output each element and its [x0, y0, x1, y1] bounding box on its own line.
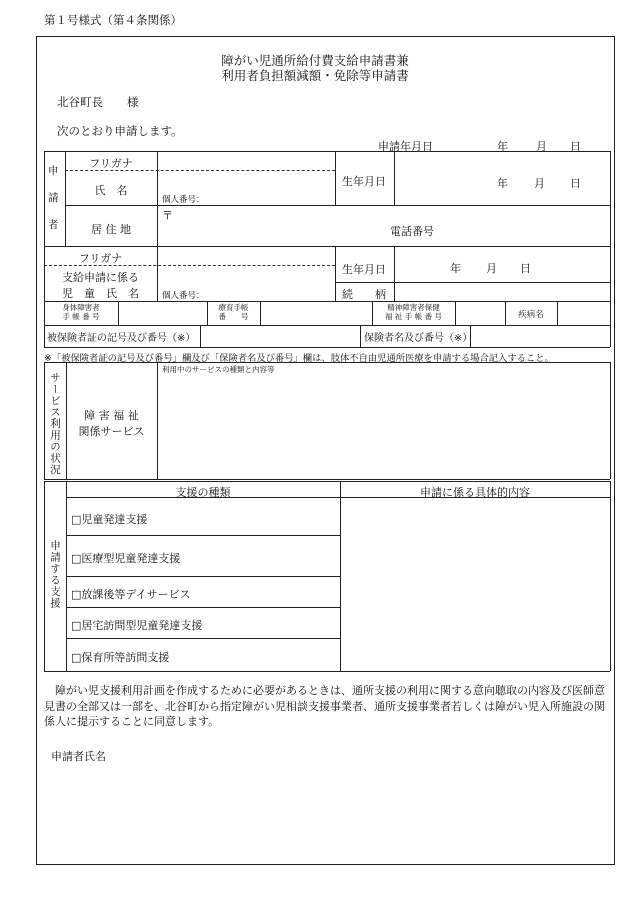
applicant-birth-day[interactable]: 日 [570, 177, 581, 190]
applicant-label-char3: 者 [48, 219, 60, 231]
child-birth-month[interactable]: 月 [486, 262, 497, 275]
addressee [57, 94, 139, 110]
support-option-medical-child-development[interactable]: □医療型児童発達支援 [71, 552, 181, 565]
ryoiku-handbook-label-line2: 番 号 [218, 312, 249, 321]
applicant-name-label: 氏 名 [94, 184, 128, 197]
addressee-name: 北谷町長 [57, 95, 103, 109]
form-number: 第１号様式（第４条関係） [44, 13, 182, 27]
application-date-year[interactable]: 年 [497, 140, 508, 153]
application-date-day[interactable]: 日 [570, 140, 581, 153]
child-name-label-line2: 児 童 氏 名 [62, 287, 139, 300]
support-option-child-development[interactable]: □児童発達支援 [71, 513, 148, 526]
applicant-phone-label[interactable]: 電話番号 [390, 225, 434, 238]
mental-handbook-label-line2: 福 祉 手 帳 番 号 [385, 312, 442, 321]
child-birth-year[interactable]: 年 [450, 262, 461, 275]
applicant-furigana-label: フリガナ [89, 157, 133, 170]
child-personal-number-label[interactable]: 個人番号： [162, 291, 205, 301]
child-furigana-label: フリガナ [78, 252, 123, 265]
applicant-birth-month[interactable]: 月 [534, 177, 545, 190]
support-option-nursery-visit-support[interactable]: □保育所等訪問支援 [71, 651, 170, 664]
applicant-label-char2: 請 [48, 192, 60, 204]
form-title-line1: 障がい児通所給付費支給申請書兼 [221, 53, 409, 68]
service-status-side-label: サービス利用の状況 [49, 372, 61, 476]
application-date-label: 申請年月日 [378, 140, 433, 153]
physical-handbook-label-line1: 身体障害者 [62, 303, 100, 312]
service-content-label: 利用中のサービスの種類と内容等 [162, 365, 275, 374]
applicant-birth-year[interactable]: 年 [497, 177, 508, 190]
applicant-birth-label: 生年月日 [342, 175, 386, 188]
applicant-signature-label[interactable]: 申請者氏名 [51, 750, 106, 763]
insurer-label: 保険者名及び番号（※） [364, 333, 473, 344]
application-date-month[interactable]: 月 [536, 140, 547, 153]
consent-statement: 障がい児支援利用計画を作成するために必要があるときは、通所支援の利用に関する意向聴取の内容及び医師意見書の全部又は一部を、北谷町から指定障がい児相談支援事業者、通所支援事業者若しくは障がい児入所施設の関係人に提示することに同意します。 [44, 684, 605, 728]
support-type-header: 支援の種類 [175, 486, 231, 499]
child-name-label-line1: 支給申請に係る [62, 271, 139, 284]
form-title-line2: 利用者負担額減額・免除等申請書 [221, 68, 409, 83]
insurance-card-label: 被保険者証の記号及び番号（※） [47, 333, 196, 344]
applicant-personal-number-label[interactable]: 個人番号： [162, 195, 205, 205]
support-side-label: 申請する支援 [49, 540, 61, 609]
support-detail-header: 申請に係る具体的内容 [420, 486, 530, 499]
welfare-service-label-line1: 障 害 福 祉 [84, 409, 139, 422]
addressee-honorific: 様 [127, 95, 139, 109]
physical-handbook-label-line2: 手 帳 番 号 [62, 312, 100, 321]
child-relation-label: 続 柄 [342, 288, 386, 301]
ryoiku-handbook-label-line1: 療育手帳 [218, 303, 249, 312]
mental-handbook-label-line1: 精神障害者保健 [387, 303, 440, 312]
disease-label: 疾病名 [518, 310, 544, 320]
child-birth-day[interactable]: 日 [520, 262, 531, 275]
support-option-home-visit-child-development[interactable]: □居宅訪問型児童発達支援 [71, 619, 203, 632]
child-birth-label: 生年月日 [342, 263, 386, 276]
insurance-note: ※「被保険者証の記号及び番号」欄及び「保険者名及び番号」欄は、肢体不自由児通所医療を申請する場合記入すること。 [44, 353, 554, 364]
applicant-label-char1: 申 [48, 165, 60, 177]
postal-mark: 〒 [162, 209, 173, 222]
support-option-after-school-day-service[interactable]: □放課後等デイサービス [71, 588, 191, 601]
applicant-address-label: 居 住 地 [91, 223, 131, 236]
welfare-service-label-line2: 関係サービス [78, 425, 145, 438]
intro-text: 次のとおり申請します。 [57, 124, 183, 138]
